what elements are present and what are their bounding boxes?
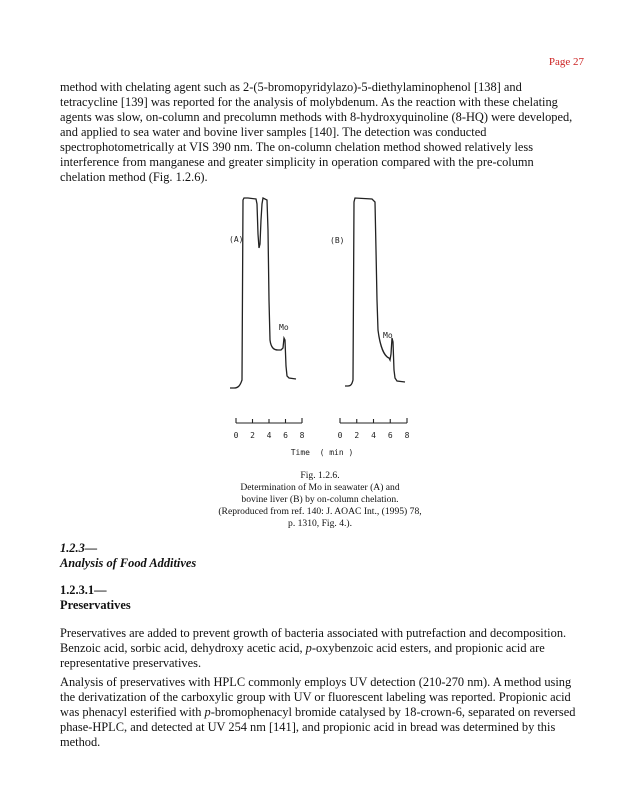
text-line: Benzoic acid, sorbic acid, dehydroxy acetic acid, p-oxybenzoic acid esters, and propionic acid are xyxy=(60,641,545,655)
panel-a-label: (A) xyxy=(229,235,244,244)
text-line: tetracycline [139] was reported for the analysis of molybdenum. As the reaction with these chelating xyxy=(60,95,558,109)
tick-label-b-6: 6 xyxy=(387,431,393,440)
section-number: 1.2.3— xyxy=(60,541,98,555)
text-line: and applied to sea water and bovine liver samples [140]. The detection was conducted xyxy=(60,125,487,139)
chromatogram-trace-a xyxy=(230,198,296,388)
page-number: Page 27 xyxy=(548,56,584,68)
caption-line: (Reproduced from ref. 140: J. AOAC Int., (1995) 78, xyxy=(218,506,422,517)
subsection-number: 1.2.3.1— xyxy=(60,583,107,597)
text-line: the derivatization of the carboxylic group with UV or fluorescent labeling was reported. Propionic acid xyxy=(60,690,571,704)
tick-label-a-4: 4 xyxy=(266,431,272,440)
text-line: method with chelating agent such as 2-(5-bromopyridylazo)-5-diethylaminophenol [138] and xyxy=(60,80,522,94)
text-line: was phenacyl esterified with p-bromophenacyl bromide catalysed by 18-crown-6, separated on reversed xyxy=(60,705,576,719)
text-line: method. xyxy=(60,735,101,749)
tick-label-b-4: 4 xyxy=(371,431,376,440)
axis-title-time: Time ( min ) xyxy=(290,448,354,457)
time-axis-b xyxy=(340,418,407,423)
tick-label-a-0: 0 xyxy=(233,431,239,440)
time-axis-a xyxy=(236,418,302,423)
tick-label-b-0: 0 xyxy=(337,431,343,440)
text-line: Analysis of preservatives with HPLC commonly employs UV detection (210-270 nm). A method using xyxy=(60,675,572,689)
text-line: agents was slow, on-column and precolumn methods with 8-hydroxyquinoline (8-HQ) were developed, xyxy=(60,110,573,124)
chromatogram-graphic xyxy=(200,190,460,470)
text-line: chelation method (Fig. 1.2.6). xyxy=(60,170,208,184)
caption-line: Determination of Mo in seawater (A) and xyxy=(240,482,400,493)
chromatogram-trace-b xyxy=(345,198,405,386)
panel-b-label: (B) xyxy=(330,236,345,245)
tick-label-a-6: 6 xyxy=(283,431,288,440)
paragraph-preservatives xyxy=(60,626,588,671)
tick-label-a-8: 8 xyxy=(299,431,305,440)
paragraph-molybdenum-analysis xyxy=(60,80,588,185)
figure-caption xyxy=(170,470,470,530)
text-line: spectrophotometrically at VIS 390 nm. The on-column chelation method showed relatively less xyxy=(60,140,534,154)
tick-label-b-8: 8 xyxy=(404,431,410,440)
chromatogram-figure xyxy=(200,190,460,470)
text-line: interference from manganese and greater simplicity in operation compared with the pre-column xyxy=(60,155,534,169)
text-line: Preservatives are added to prevent growth of bacteria associated with putrefaction and decomposition. xyxy=(60,626,567,640)
text-line: phase-HPLC, and detected at UV 254 nm [141], and propionic acid in bread was determined by this xyxy=(60,720,556,734)
tick-label-b-2: 2 xyxy=(354,431,360,440)
text-line: representative preservatives. xyxy=(60,656,202,670)
section-title: Analysis of Food Additives xyxy=(60,556,197,570)
subsection-title: Preservatives xyxy=(60,598,131,612)
peak-label-mo-b: Mo xyxy=(383,331,393,340)
caption-line: Fig. 1.2.6. xyxy=(300,470,340,481)
peak-label-mo-a: Mo xyxy=(279,323,289,332)
paragraph-preservative-analysis xyxy=(60,675,588,750)
caption-line: p. 1310, Fig. 4.). xyxy=(288,518,352,529)
tick-label-a-2: 2 xyxy=(250,431,255,440)
caption-line: bovine liver (B) by on-column chelation. xyxy=(241,494,399,505)
